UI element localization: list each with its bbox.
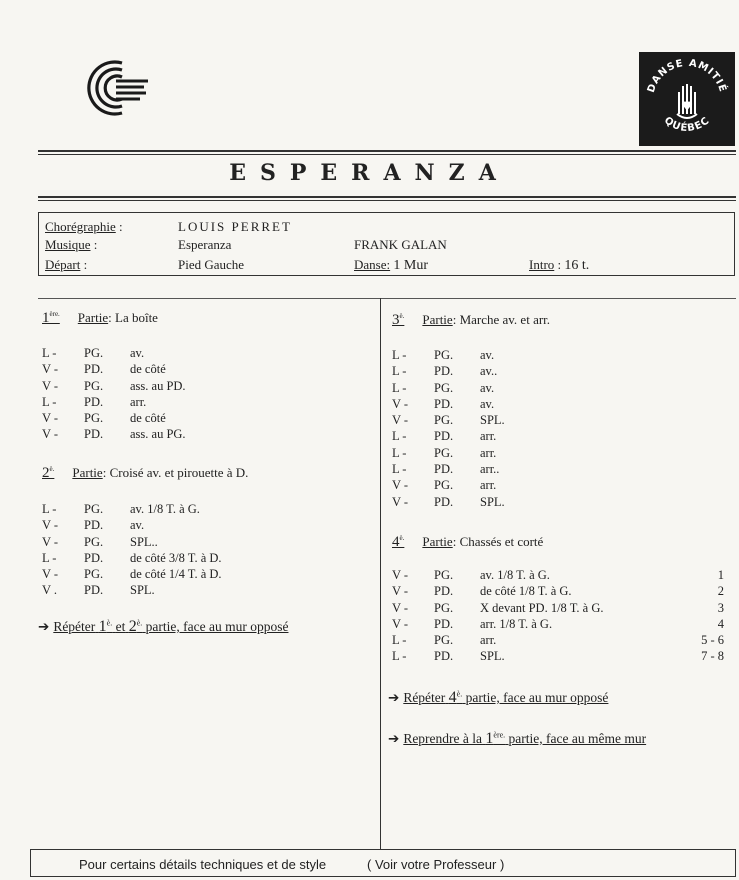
intro-value: 16 t.: [564, 258, 590, 273]
list-item: V - PG. SPL.: [392, 413, 505, 428]
list-item: V - PD. de côté 1/8 T. à G. 2: [392, 584, 724, 599]
choreo-value: LOUIS PERRET: [178, 219, 292, 234]
logo-text-top: DANSE AMITIÉ: [645, 57, 729, 95]
info-box: Chorégraphie : LOUIS PERRET Musique : Esperanza FRANK GALAN Départ : Pied Gauche Danse: 1 Mur Intro : 16 t.: [38, 212, 735, 276]
arrow-right-icon: ➔: [388, 731, 400, 746]
list-item: L - PG. av.: [392, 348, 495, 362]
hand-heart-icon: [677, 84, 697, 118]
list-item: V - PG. SPL..: [42, 534, 158, 549]
footer-paren: ( Voir votre Professeur ): [367, 857, 505, 872]
list-item: V - PG. X devant PD. 1/8 T. à G. 3: [392, 600, 724, 615]
repeat-note-3: ➔ Reprendre à la $1^{ère.}$ partie, face au même mur: [388, 730, 647, 747]
list-item: V - PG. arr.: [392, 478, 497, 493]
part2-heading: $2^{è.}$ Partie: Croisé av. et pirouette à D.: [42, 465, 249, 481]
list-item: L - PG. av.: [392, 380, 495, 395]
repeat-note-1: ➔ Répéter $1^{è.}$ et $2^{è.}$ partie, face au mur opposé: [38, 618, 289, 635]
list-item: V - PG. av. 1/8 T. à G. 1: [392, 568, 724, 582]
list-item: L - PG. av. 1/8 T. à G.: [42, 502, 200, 516]
part3-steps: [392, 347, 728, 510]
title-rule-top-thin: [38, 154, 736, 155]
list-item: L - PG. arr.: [392, 445, 497, 460]
logo-text-bottom: QUÉBEC: [661, 114, 713, 135]
arrow-right-icon: ➔: [38, 619, 50, 634]
part2-steps: [42, 501, 372, 599]
title-rule-top: [38, 150, 736, 152]
list-item: V - PD. SPL.: [392, 494, 505, 509]
list-item: L - PD. av..: [392, 364, 498, 379]
list-item: L - PG. av.: [42, 346, 145, 360]
danse-label: Danse: [354, 257, 387, 272]
part1-steps: [42, 345, 372, 443]
footer-text: Pour certains détails techniques et de style: [79, 857, 327, 872]
danse-value: 1 Mur: [393, 258, 428, 273]
music-artist: FRANK GALAN: [354, 237, 447, 252]
music-value: Esperanza: [178, 237, 232, 252]
column-divider: [380, 298, 381, 850]
footer-box: [30, 849, 736, 877]
part1-heading: $1^{ère.}$ Partie: La boîte: [42, 310, 158, 326]
list-item: V - PD. arr. 1/8 T. à G. 4: [392, 616, 724, 631]
list-item: V - PG. de côté: [42, 411, 166, 426]
part4-steps: [392, 567, 728, 665]
dance-title: ESPERANZA: [229, 160, 510, 186]
list-item: V . PD. SPL.: [42, 583, 155, 598]
repeat-note-2: ➔ Répéter $4^{è.}$ partie, face au mur opposé: [388, 689, 609, 706]
music-label: Musique: [45, 237, 91, 252]
columns-top-rule: [38, 298, 736, 299]
list-item: V - PD. de côté: [42, 362, 166, 377]
depart-value: Pied Gauche: [178, 257, 245, 272]
choreo-label: Chorégraphie: [45, 219, 116, 234]
list-item: L - PD. de côté 3/8 T. à D.: [42, 550, 222, 565]
depart-label: Départ: [45, 257, 81, 272]
part3-heading: $3^{è.}$ Partie: Marche av. et arr.: [392, 312, 551, 328]
list-item: V - PD. av.: [42, 518, 145, 533]
title-rule-bottom: [38, 196, 736, 198]
title-rule-bottom-thin: [38, 200, 736, 201]
list-item: V - PD. ass. au PG.: [42, 427, 186, 442]
company-logo-icon: [82, 55, 152, 120]
list-item: L - PG. arr. 5 - 6: [392, 633, 724, 648]
list-item: V - PG. de côté 1/4 T. à D.: [42, 567, 222, 582]
list-item: V - PG. ass. au PD.: [42, 378, 186, 393]
list-item: V - PD. av.: [392, 396, 495, 411]
part4-heading: $4^{è.}$ Partie: Chassés et corté: [392, 534, 544, 550]
danse-amitie-quebec-logo: [639, 52, 735, 146]
list-item: L - PD. arr.: [42, 394, 147, 409]
list-item: L - PD. arr.: [392, 429, 497, 444]
list-item: L - PD. SPL. 7 - 8: [392, 649, 724, 664]
list-item: L - PD. arr..: [392, 462, 500, 477]
intro-label: Intro: [529, 257, 555, 272]
arrow-right-icon: ➔: [388, 690, 400, 705]
